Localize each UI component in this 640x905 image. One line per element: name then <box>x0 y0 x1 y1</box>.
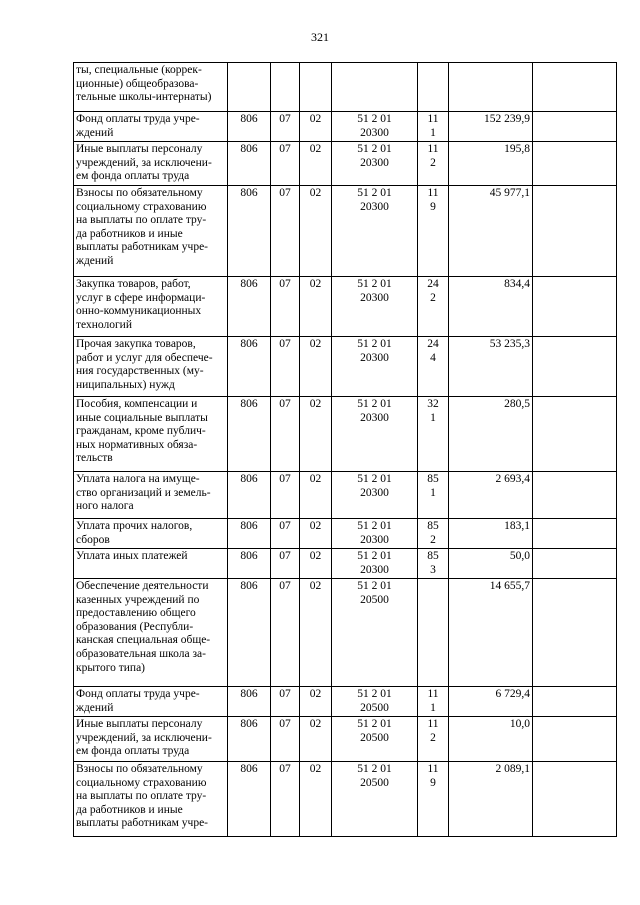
cell-pr: 02 <box>300 762 332 837</box>
name-line: ждений <box>76 126 114 139</box>
cell-csr <box>332 472 418 519</box>
cell-pr: 02 <box>300 579 332 687</box>
cell-rz: 07 <box>271 142 300 186</box>
csr-line: 51 2 01 <box>357 688 392 700</box>
cell-ved: 806 <box>228 579 271 687</box>
cell-ved: 806 <box>228 519 271 549</box>
name-line: сборов <box>76 533 110 546</box>
csr-line: 20500 <box>360 776 389 789</box>
vr-line: 32 <box>427 398 439 410</box>
csr-line: 51 2 01 <box>357 338 392 350</box>
name-line: Обеспечение деятельности <box>76 580 209 592</box>
vr-line: 11 <box>427 143 439 155</box>
name-line: да работников и иные <box>76 803 183 816</box>
table-row <box>74 519 617 549</box>
cell-name <box>74 142 228 186</box>
csr-line: 51 2 01 <box>357 550 392 562</box>
cell-sum: 2 089,1 <box>449 762 533 837</box>
cell-empty <box>533 762 617 837</box>
cell-csr <box>332 142 418 186</box>
cell-pr: 02 <box>300 112 332 142</box>
cell-pr: 02 <box>300 717 332 762</box>
name-line: услуг в сфере информаци- <box>76 291 206 304</box>
cell-vr <box>418 762 449 837</box>
cell-csr <box>332 112 418 142</box>
vr-line: 24 <box>427 338 439 350</box>
cell-pr: 02 <box>300 277 332 337</box>
table-row <box>74 277 617 337</box>
cell-vr <box>418 397 449 472</box>
cell-empty <box>533 112 617 142</box>
cell-rz: 07 <box>271 472 300 519</box>
name-line: Уплата иных платежей <box>76 550 188 562</box>
table-row <box>74 762 617 837</box>
name-line: ного налога <box>76 500 134 513</box>
name-line: да работников и иные <box>76 227 183 240</box>
table-row <box>74 579 617 687</box>
cell-name <box>74 549 228 579</box>
csr-line: 20300 <box>360 291 389 304</box>
vr-line: 85 <box>427 473 439 485</box>
cell-ved: 806 <box>228 687 271 717</box>
vr-line: 1 <box>430 126 436 139</box>
name-line: социальному страхованию <box>76 776 207 789</box>
cell-ved: 806 <box>228 112 271 142</box>
cell-empty <box>533 549 617 579</box>
cell-name <box>74 472 228 519</box>
cell-rz: 07 <box>271 579 300 687</box>
vr-line: 85 <box>427 520 439 532</box>
name-line: ты, специальные (коррек- <box>76 64 202 76</box>
vr-line: 2 <box>430 731 436 744</box>
name-line: выплаты работникам учре- <box>76 241 209 254</box>
vr-line: 2 <box>430 533 436 546</box>
vr-line: 11 <box>427 763 439 775</box>
cell-pr: 02 <box>300 397 332 472</box>
vr-line: 85 <box>427 550 439 562</box>
name-line: работ и услуг для обеспече- <box>76 351 213 364</box>
csr-line: 20300 <box>360 200 389 213</box>
cell-csr <box>332 519 418 549</box>
csr-line: 20300 <box>360 411 389 424</box>
cell-vr <box>418 687 449 717</box>
cell-rz: 07 <box>271 337 300 397</box>
vr-line: 11 <box>427 187 439 199</box>
name-line: Пособия, компенсации и <box>76 398 198 410</box>
csr-line: 51 2 01 <box>357 113 392 125</box>
cell-rz: 07 <box>271 277 300 337</box>
cell-empty <box>533 63 617 112</box>
csr-line: 51 2 01 <box>357 763 392 775</box>
cell-sum: 2 693,4 <box>449 472 533 519</box>
name-line: Уплата прочих налогов, <box>76 520 193 532</box>
csr-line: 20300 <box>360 563 389 576</box>
vr-line: 9 <box>430 200 436 213</box>
table-row <box>74 337 617 397</box>
name-line: ем фонда оплаты труда <box>76 745 190 758</box>
cell-name <box>74 277 228 337</box>
cell-sum: 280,5 <box>449 397 533 472</box>
vr-line: 24 <box>427 278 439 290</box>
cell-vr <box>418 579 449 687</box>
cell-ved: 806 <box>228 142 271 186</box>
cell-sum: 183,1 <box>449 519 533 549</box>
cell-pr: 02 <box>300 519 332 549</box>
table-row <box>74 397 617 472</box>
cell-sum: 53 235,3 <box>449 337 533 397</box>
csr-line: 20300 <box>360 126 389 139</box>
name-line: ем фонда оплаты труда <box>76 170 190 183</box>
name-line: учреждений, за исключени- <box>76 156 212 169</box>
cell-rz: 07 <box>271 112 300 142</box>
name-line: образования (Республи- <box>76 620 194 633</box>
cell-sum: 6 729,4 <box>449 687 533 717</box>
csr-line: 51 2 01 <box>357 278 392 290</box>
cell-empty <box>533 277 617 337</box>
csr-line: 51 2 01 <box>357 580 392 592</box>
cell-ved: 806 <box>228 472 271 519</box>
vr-line: 1 <box>430 486 436 499</box>
name-line: на выплаты по оплате тру- <box>76 790 207 803</box>
vr-line: 11 <box>427 688 439 700</box>
cell-name <box>74 579 228 687</box>
vr-line: 9 <box>430 776 436 789</box>
cell-name <box>74 112 228 142</box>
vr-line: 1 <box>430 701 436 714</box>
table-row <box>74 717 617 762</box>
cell-empty <box>533 519 617 549</box>
name-line: канская специальная обще- <box>76 634 211 647</box>
name-line: гражданам, кроме публич- <box>76 425 206 438</box>
name-line: Фонд оплаты труда учре- <box>76 113 200 125</box>
cell-vr <box>418 717 449 762</box>
cell-ved: 806 <box>228 337 271 397</box>
cell-csr <box>332 277 418 337</box>
cell-rz: 07 <box>271 717 300 762</box>
name-line: социальному страхованию <box>76 200 207 213</box>
name-line: иные социальные выплаты <box>76 411 208 424</box>
cell-vr <box>418 337 449 397</box>
page-number: 321 <box>311 30 329 44</box>
csr-line: 51 2 01 <box>357 718 392 730</box>
csr-line: 51 2 01 <box>357 398 392 410</box>
cell-name <box>74 337 228 397</box>
cell-ved: 806 <box>228 549 271 579</box>
csr-line: 20500 <box>360 593 389 606</box>
name-line: ждений <box>76 254 114 267</box>
csr-line: 20300 <box>360 351 389 364</box>
cell-name <box>74 397 228 472</box>
vr-line: 11 <box>427 113 439 125</box>
vr-line: 3 <box>430 563 436 576</box>
cell-empty <box>533 579 617 687</box>
name-line: Прочая закупка товаров, <box>76 338 196 350</box>
cell-empty <box>533 186 617 277</box>
cell-sum: 45 977,1 <box>449 186 533 277</box>
cell-sum: 14 655,7 <box>449 579 533 687</box>
cell-name <box>74 687 228 717</box>
cell-vr <box>418 549 449 579</box>
name-line: тельные школы-интернаты) <box>76 91 212 104</box>
cell-empty <box>533 687 617 717</box>
cell-ved: 806 <box>228 717 271 762</box>
cell-pr: 02 <box>300 337 332 397</box>
name-line: Иные выплаты персоналу <box>76 718 203 730</box>
cell-name <box>74 519 228 549</box>
cell-empty <box>533 717 617 762</box>
cell-sum: 50,0 <box>449 549 533 579</box>
name-line: Взносы по обязательному <box>76 187 203 199</box>
csr-line: 20500 <box>360 701 389 714</box>
cell-rz: 07 <box>271 519 300 549</box>
cell-csr <box>332 762 418 837</box>
name-line: ных нормативных обяза- <box>76 438 198 451</box>
table-row <box>74 186 617 277</box>
table-row <box>74 549 617 579</box>
budget-table <box>73 62 617 837</box>
cell-empty <box>533 337 617 397</box>
name-line: на выплаты по оплате тру- <box>76 214 207 227</box>
csr-line: 20300 <box>360 486 389 499</box>
cell-vr <box>418 63 449 112</box>
table-row <box>74 472 617 519</box>
name-line: образовательная школа за- <box>76 647 206 660</box>
cell-ved: 806 <box>228 277 271 337</box>
cell-vr <box>418 472 449 519</box>
table-row <box>74 63 617 112</box>
name-line: технологий <box>76 318 132 331</box>
name-line: предоставлению общего <box>76 607 196 620</box>
vr-line: 11 <box>427 718 439 730</box>
cell-vr <box>418 277 449 337</box>
cell-name <box>74 762 228 837</box>
vr-line: 2 <box>430 291 436 304</box>
cell-sum: 195,8 <box>449 142 533 186</box>
name-line: Фонд оплаты труда учре- <box>76 688 200 700</box>
cell-ved: 806 <box>228 762 271 837</box>
cell-csr <box>332 63 418 112</box>
cell-ved: 806 <box>228 397 271 472</box>
cell-csr <box>332 337 418 397</box>
cell-csr <box>332 397 418 472</box>
cell-empty <box>533 142 617 186</box>
cell-rz: 07 <box>271 397 300 472</box>
cell-csr <box>332 549 418 579</box>
cell-csr <box>332 579 418 687</box>
cell-pr: 02 <box>300 549 332 579</box>
csr-line: 51 2 01 <box>357 473 392 485</box>
cell-rz <box>271 63 300 112</box>
cell-vr <box>418 142 449 186</box>
name-line: ство организаций и земель- <box>76 486 211 499</box>
cell-sum: 152 239,9 <box>449 112 533 142</box>
cell-pr: 02 <box>300 186 332 277</box>
cell-pr <box>300 63 332 112</box>
vr-line: 4 <box>430 351 436 364</box>
cell-csr <box>332 186 418 277</box>
cell-csr <box>332 687 418 717</box>
csr-line: 20500 <box>360 731 389 744</box>
cell-pr: 02 <box>300 687 332 717</box>
name-line: крытого типа) <box>76 661 146 674</box>
table-row <box>74 142 617 186</box>
name-line: Закупка товаров, работ, <box>76 278 191 290</box>
cell-pr: 02 <box>300 472 332 519</box>
cell-csr <box>332 717 418 762</box>
name-line: учреждений, за исключени- <box>76 731 212 744</box>
table-row <box>74 687 617 717</box>
cell-name <box>74 63 228 112</box>
cell-rz: 07 <box>271 687 300 717</box>
name-line: ждений <box>76 701 114 714</box>
name-line: казенных учреждений по <box>76 593 200 606</box>
cell-rz: 07 <box>271 549 300 579</box>
cell-ved: 806 <box>228 186 271 277</box>
csr-line: 51 2 01 <box>357 520 392 532</box>
name-line: ниципальных) нужд <box>76 378 175 391</box>
csr-line: 20300 <box>360 533 389 546</box>
cell-rz: 07 <box>271 186 300 277</box>
csr-line: 51 2 01 <box>357 187 392 199</box>
cell-pr: 02 <box>300 142 332 186</box>
vr-line: 1 <box>430 411 436 424</box>
csr-line: 51 2 01 <box>357 143 392 155</box>
name-line: онно-коммуникационных <box>76 305 202 318</box>
cell-vr <box>418 519 449 549</box>
cell-name <box>74 186 228 277</box>
name-line: Иные выплаты персоналу <box>76 143 203 155</box>
vr-line: 2 <box>430 156 436 169</box>
cell-ved <box>228 63 271 112</box>
name-line: ционные) общеобразова- <box>76 77 199 90</box>
cell-empty <box>533 472 617 519</box>
name-line: тельств <box>76 452 113 465</box>
name-line: Взносы по обязательному <box>76 763 203 775</box>
name-line: выплаты работникам учре- <box>76 817 209 830</box>
cell-vr <box>418 112 449 142</box>
cell-sum: 10,0 <box>449 717 533 762</box>
cell-rz: 07 <box>271 762 300 837</box>
cell-vr <box>418 186 449 277</box>
name-line: Уплата налога на имуще- <box>76 473 200 485</box>
name-line: ния государственных (му- <box>76 365 204 378</box>
csr-line: 20300 <box>360 156 389 169</box>
cell-sum: 834,4 <box>449 277 533 337</box>
table-row <box>74 112 617 142</box>
cell-sum <box>449 63 533 112</box>
cell-name <box>74 717 228 762</box>
cell-empty <box>533 397 617 472</box>
